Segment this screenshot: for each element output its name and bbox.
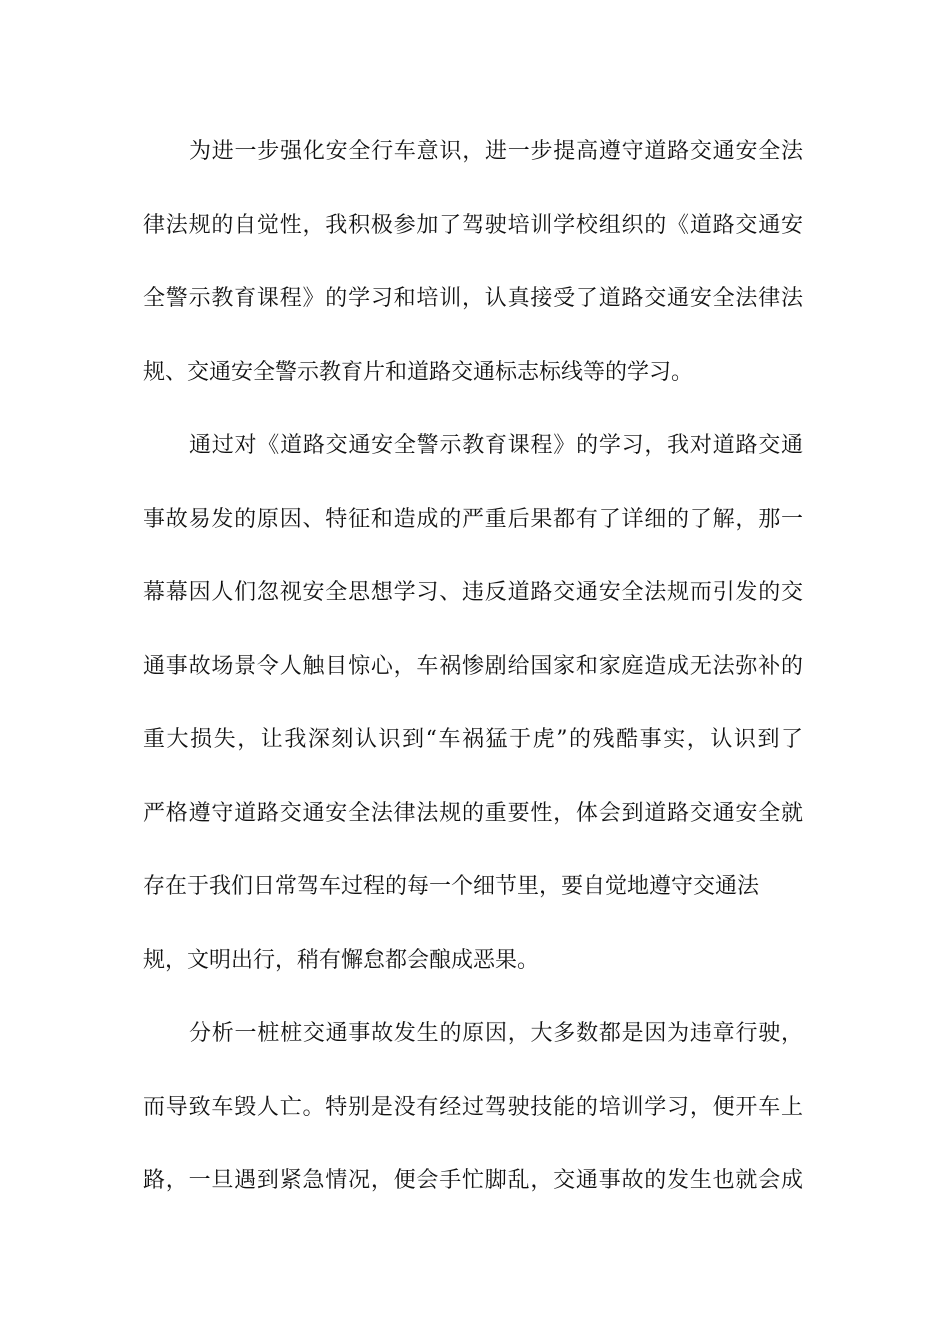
paragraph-1-line-2: 律法规的自觉性，我积极参加了驾驶培训学校组织的《道路交通安 [143, 213, 803, 238]
paragraph-2-line-1: 通过对《道路交通安全警示教育课程》的学习，我对道路交通 [189, 433, 803, 458]
paragraph-3-line-3: 路，一旦遇到紧急情况，便会手忙脚乱，交通事故的发生也就会成 [143, 1168, 803, 1193]
paragraph-2-line-2: 事故易发的原因、特征和造成的严重后果都有了详细的了解，那一 [143, 507, 803, 532]
paragraph-3-line-2: 而导致车毁人亡。特别是没有经过驾驶技能的培训学习，便开车上 [143, 1095, 803, 1120]
paragraph-2-line-7: 存在于我们日常驾车过程的每一个细节里，要自觉地遵守交通法 [143, 874, 760, 899]
paragraph-2-line-4: 通事故场景令人触目惊心，车祸惨剧给国家和家庭造成无法弥补的 [143, 654, 803, 679]
paragraph-1-line-1: 为进一步强化安全行车意识，进一步提高遵守道路交通安全法 [189, 139, 803, 164]
paragraph-2-line-5: 重大损失，让我深刻认识到“车祸猛于虎”的残酷事实，认识到了 [143, 727, 803, 752]
paragraph-2-line-6: 严格遵守道路交通安全法律法规的重要性，体会到道路交通安全就 [143, 801, 803, 826]
paragraph-1-line-3: 全警示教育课程》的学习和培训，认真接受了道路交通安全法律法 [143, 286, 803, 311]
paragraph-3-line-1: 分析一桩桩交通事故发生的原因，大多数都是因为违章行驶， [189, 1021, 803, 1046]
paragraph-1-line-4: 规、交通安全警示教育片和道路交通标志标线等的学习。 [143, 360, 694, 385]
paragraph-2-line-3: 幕幕因人们忽视安全思想学习、违反道路交通安全法规而引发的交 [143, 580, 803, 605]
paragraph-2-line-8: 规，文明出行，稍有懈怠都会酿成恶果。 [143, 948, 540, 973]
